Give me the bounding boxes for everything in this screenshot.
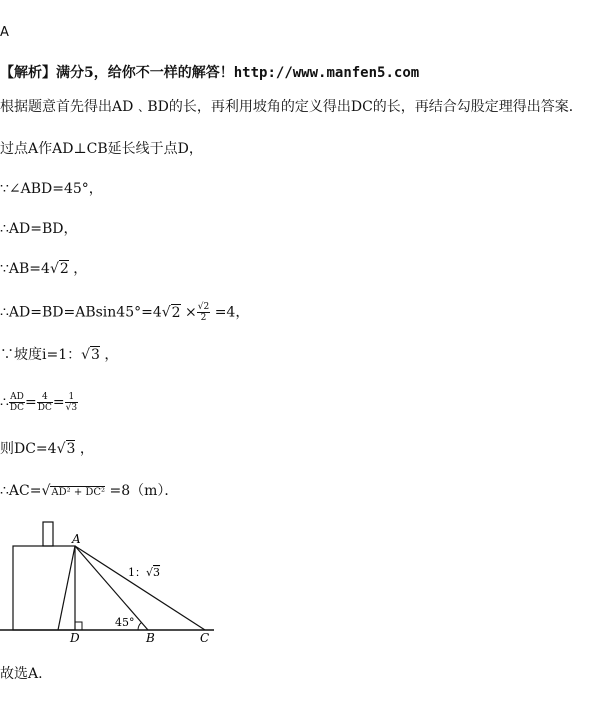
step-dc-value: 则DC=4√3 ，	[0, 441, 94, 457]
step-ab-length: ∵AB=4√2 ，	[0, 261, 88, 277]
segment-ac	[75, 546, 205, 630]
building-outline	[13, 546, 75, 630]
right-angle-mark	[75, 622, 82, 630]
roof-post	[43, 522, 53, 546]
step-slope-ratio: ∵坡度i=1：√3 ，	[0, 347, 119, 363]
fraction-ad-over-dc: $\frac{AD}{DC}$	[9, 392, 25, 413]
label-d: D	[70, 631, 80, 645]
step-angle-abd: ∵∠ABD=45°，	[0, 181, 103, 197]
segment-ab	[75, 546, 148, 630]
site-slogan: 满分5，给你不一样的解答！	[56, 65, 234, 81]
label-c: C	[200, 631, 210, 645]
label-angle-45: 45°	[115, 616, 135, 629]
label-slope-ratio: 1：√3	[128, 566, 161, 579]
solution-header	[0, 64, 419, 82]
analysis-intro: 根据题意首先得出AD﹑BD的长，再利用坡角的定义得出DC的长，再结合勾股定理得出答案．	[0, 99, 583, 115]
geometry-figure	[0, 518, 230, 648]
conclusion: 故选A.	[0, 666, 43, 682]
fraction-sqrt2-over-2: $\frac{√2}{2}$	[197, 302, 210, 323]
wall-slope-line	[58, 546, 75, 630]
angle-arc-b	[138, 623, 141, 631]
step-ac-value: ∴AC=√AD² + DC² =8（m）．	[0, 483, 179, 499]
site-url[interactable]: http://www.manfen5.com	[233, 65, 420, 81]
step-ad-bd-value: ∴AD=BD=ABsin45°=4√2 × $\frac{√2}{2}$ =4，	[0, 302, 250, 323]
analysis-tag: 【解析】	[0, 65, 56, 81]
fraction-1-over-sqrt3: $\frac{1}{√3}$	[65, 392, 78, 413]
label-a: A	[72, 532, 81, 546]
step-ad-equals-bd: ∴AD=BD，	[0, 221, 78, 237]
step-construct-altitude: 过点A作AD⊥CB延长线于点D，	[0, 141, 203, 157]
step-ratio-equation: ∴ $\frac{AD}{DC}$ = $\frac{4}{DC}$ = $\frac{1}{√3}$	[0, 392, 78, 413]
label-b: B	[146, 631, 155, 645]
answer-letter: A	[0, 25, 9, 40]
fraction-4-over-dc: $\frac{4}{DC}$	[37, 392, 52, 413]
